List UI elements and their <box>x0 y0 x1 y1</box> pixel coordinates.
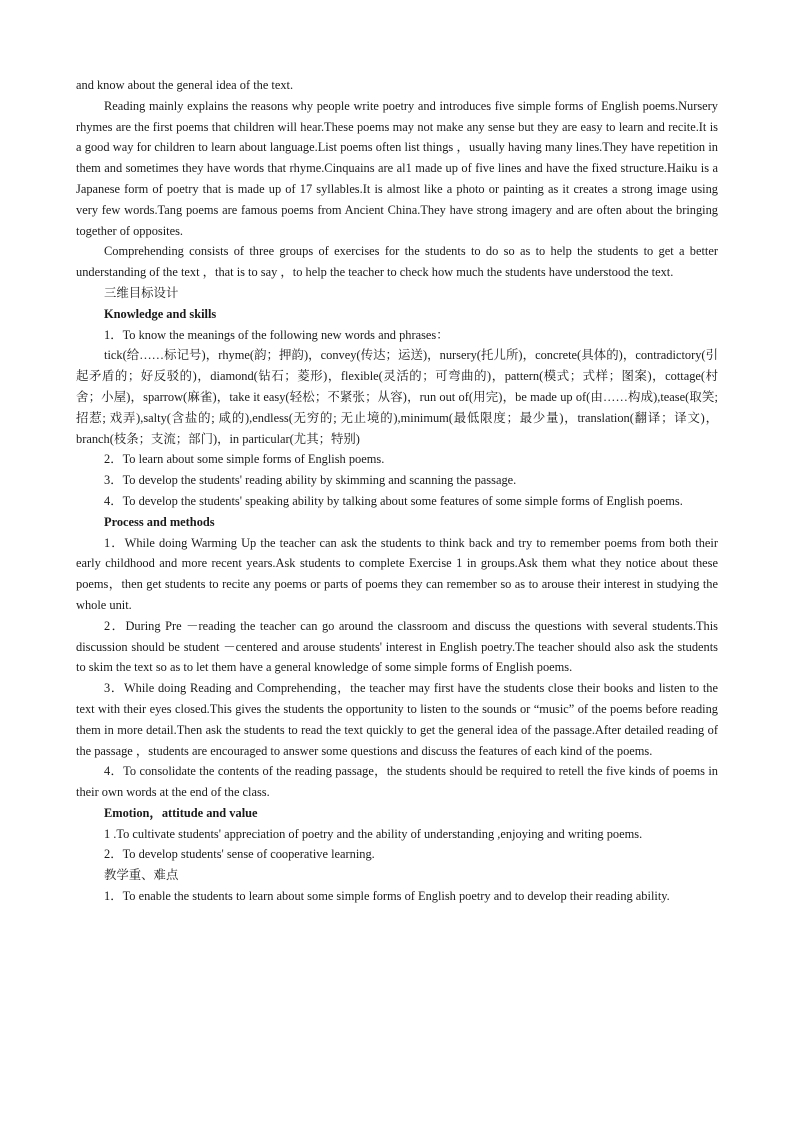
paragraph: Comprehending consists of three groups of exercises for the students to do so as to help the students to get a better understanding of the text ，that is to say ，to help the teacher to check how much the students have understood the text. <box>76 244 718 280</box>
paragraph: 1．To enable the students to learn about some simple forms of English poetry and to develop their reading ability. <box>104 889 670 904</box>
subheading: Emotion，attitude and value <box>104 805 258 820</box>
paragraph: 4．To develop the students' speaking ability by talking about some features of some simple forms of English poems. <box>104 493 683 508</box>
paragraph: 4．To consolidate the contents of the reading passage，the students should be required to retell the five kinds of poems in their own words at the end of the class. <box>76 764 718 800</box>
subheading: Knowledge and skills <box>104 306 217 321</box>
section-heading: 教学重、难点 <box>104 868 179 883</box>
vocabulary-list: tick(给……标记号)，rhyme(韵；押韵)，convey(传达；运送)，nursery(托儿所)，concrete(具体的)，contradictory(引起矛盾的；好反驳的)，diamond(钻石；菱形)，flexible(灵活的；可弯曲的)，pattern(模式；式样；图案)，cottage(村舍；小屋)，sparrow(麻雀)，take it easy(轻松；不紧张；从容)，run out of(用完)，be made up of(由……构成),tease(取笑; 招惹; 戏弄),salty(含盐的; 咸的),endless(无穷的; 无止境的),minimum(最低限度；最少量)，translation(翻译；译文)，branch(枝条；支流；部门)，in particular(尤其；特别) <box>76 348 718 446</box>
paragraph: 2．To develop students' sense of cooperative learning. <box>104 847 375 862</box>
subheading: Process and methods <box>104 514 215 529</box>
paragraph: and know about the general idea of the text. <box>76 78 294 92</box>
paragraph: 1 .To cultivate students' appreciation of poetry and the ability of understanding ,enjoying and writing poems. <box>104 826 643 841</box>
paragraph: 1．While doing Warming Up the teacher can ask the students to think back and try to remember poems from both their early childhood and more recent years.Ask students to complete Exercise 1 in groups.Ask them what they notice about these poems，then get students to recite any poems or parts of poems they can remember so as to arouse their interest in studying the whole unit. <box>76 535 718 612</box>
paragraph: 2．To learn about some simple forms of English poems. <box>104 452 385 467</box>
paragraph: 1．To know the meanings of the following new words and phrases： <box>104 327 449 342</box>
paragraph: Reading mainly explains the reasons why people write poetry and introduces five simple forms of English poems.Nursery rhymes are the first poems that children will hear.These poems may not make any sense but they are easy to learn and recite.It is a good way for children to learn about language.List poems often list things ，usually having many lines.They have repetition in them and sometimes they have words that rhyme.Cinquains are al1 made up of five lines and have the fixed structure.Haiku is a Japanese form of poetry that is made up of 17 syllables.It is almost like a photo or painting as it creates a strong image using very few words.Tang poems are famous poems from Ancient China.They have strong imagery and are often about the bringing together of opposites. <box>76 98 718 238</box>
section-heading: 三维目标设计 <box>104 285 179 300</box>
paragraph: 3．To develop the students' reading ability by skimming and scanning the passage. <box>104 473 517 488</box>
paragraph: 3．While doing Reading and Comprehending，the teacher may first have the students close their books and listen to the text with their eyes closed.This gives the students the opportunity to listen to the sounds or “music” of the poems before reading them in more detail.Then ask the students to read the text quickly to get the general idea of the passage.After detailed reading of the passage ，students are encouraged to answer some questions and discuss the features of each kind of the poems. <box>76 681 718 758</box>
paragraph: 2．During Pre －reading the teacher can go around the classroom and discuss the questions with several students.This discussion should be student －centered and arouse students' interest in English poetry.The teacher should also ask the students to skim the text so as to let them have a general knowledge of some simple forms of English poems. <box>76 618 718 675</box>
